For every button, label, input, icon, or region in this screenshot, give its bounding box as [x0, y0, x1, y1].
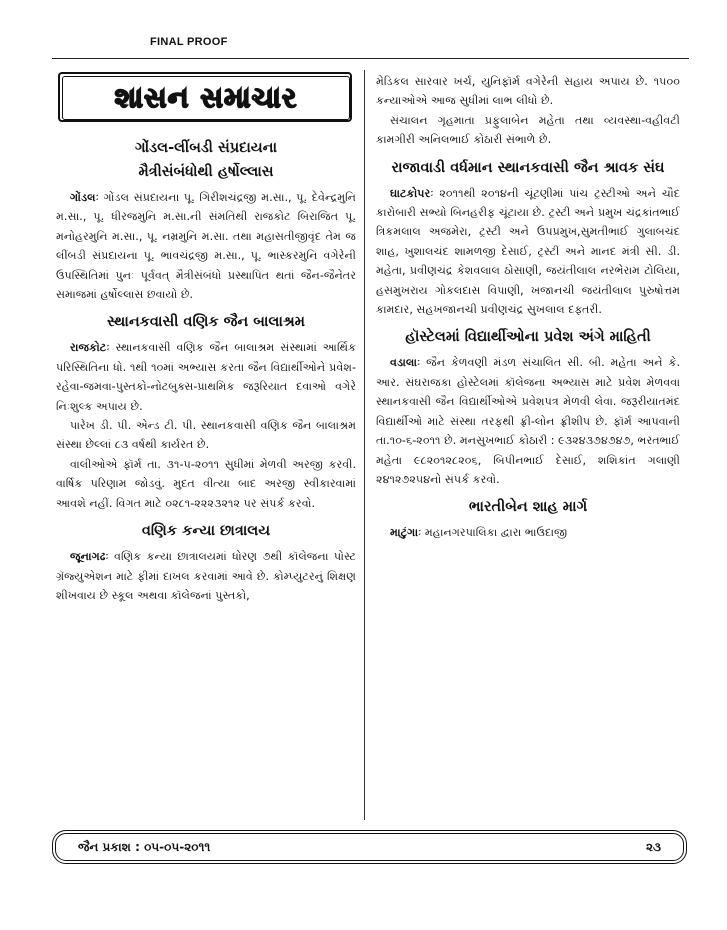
para-matunga — [376, 523, 680, 542]
heading-hostel: હૉસ્ટેલમાં વિદ્યાર્થીઓના પ્રવેશ અંગે માહિતી — [405, 329, 651, 346]
body-wadala: જૈન કેળવણી મંડળ સંચાલિત સી. બી. મહેતા અને કે. આર. સંઘરાજકા હોસ્ટેલમાં કૉલેજના અભ્યાસ માટે પ્રવેશ મેળવવા સ્થાનકવાસી જૈન વિદ્યાર્થીઓએ પ્રવેશપત્ર મેળવી લેવા. જરૂરીયાતમંદ વિદ્યાર્થીઓ માટે સંસ્થા તરફથી ફ્રી-લોન ફ્રીશીપ છે. ફૉર્મ આપવાની તા.૧૦-૬-૨૦૧૧ છે. મનસુખભાઈ કોઠારી : ૯૩૨૪૩૭૪૭૪૭, ભરતભાઈ મહેતા ૯૮૨૦૧૨૮૨૦૬, બિપીનભાઈ દેસાઈ, શશિકાંત ગલાણી ૨૪૧૨૭૨૫૪નો સંપર્ક કરવો. — [376, 356, 680, 486]
lead-matunga: માટુંગાઃ — [390, 526, 422, 540]
heading-balashram: સ્થાનકવાસી વણિક જૈન બાલાશ્રમ — [107, 314, 305, 331]
para-balashram-1 — [56, 338, 356, 416]
section-banner — [58, 72, 352, 122]
banner-title: શાસન સમાચાર — [62, 76, 350, 120]
lead-rajkot: રાજકોટઃ — [70, 341, 110, 355]
para-balashram-3: વાલીઓએ ફૉર્મ તા. ૩૧-૫-૨૦૧૧ સુધીમાં મેળવી અરજી કરવી. વાર્ષિક પરિણામ જોડવું. મુદત વીત્યા બાદ અરજી સ્વીકારવામાં આવશે નહીં. વિગત માટે ૦૨૮૧-૨૨૨૩૨૧૨ પર સંપર્ક કરવો. — [56, 457, 356, 510]
lead-wadala: વડાલાઃ — [390, 356, 421, 370]
left-column — [56, 72, 356, 605]
lead-junagadh: જૂનાગઢઃ — [70, 550, 109, 564]
body-rajkot: સ્થાનકવાસી વણિક જૈન બાલાશ્રમ સંસ્થામાં આર્થિક પરિસ્થિતિના ધો. ૧થી ૧૦માં અભ્યાસ કરતા જૈન વિદ્યાર્થીઓને પ્રવેશ-રહેવા-જમવા-પુસ્તકો-નોટબુક્સ-પ્રાથમિક જરૂરિયાત દવાઓ વગેરે નિઃશુલ્ક અપાય છે. — [56, 341, 356, 413]
body-matunga: મહાનગરપાલિકા દ્વારા ભાઉદાજી — [421, 526, 568, 540]
para-kanya-management: સંચાલન ગૃહમાતા પ્રફુલાબેન મહેતા તથા વ્યવસ્થા-વહીવટી કામગીરી અનિલભાઈ કોઠારી સંભાળે છે. — [376, 113, 680, 147]
footer-inner — [55, 833, 684, 861]
heading-gondal-line2: મૈત્રીસંબંધોથી હર્ષોલ્લાસ — [138, 164, 274, 180]
body-junagadh: વણિક કન્યા છાત્રાલયમાં ધોરણ ૭થી કૉલેજના પોસ્ટ ગ્રૅજ્યુએશન માટે ફીમાં દાખલ કરવામાં આવે છે. કોમ્પ્યુટરનું શિક્ષણ શીખવાય છે સ્કૂલ અથવા કૉલેજનાં પુસ્તકો, — [56, 550, 356, 602]
heading-kanya: વણિક કન્યા છાત્રાલય — [141, 523, 271, 540]
para-wadala — [376, 353, 680, 489]
para-gondal — [56, 188, 356, 304]
para-ghatkopar — [376, 184, 680, 320]
column-divider — [364, 70, 365, 820]
page-number: ૨૩ — [645, 839, 661, 854]
page-footer — [52, 830, 687, 864]
heading-bhartiben: ભારતીબેન શાહ માર્ગ — [468, 499, 588, 516]
body-ghatkopar: ૨૦૧૧થી ૨૦૧૪ની ચૂંટણીમાં પાંચ ટ્રસ્ટીઓ અને ચૌદ કારોબારી સભ્યો બિનહરીફ ચૂંટાયા છે. ટ્રસ્ટી અને પ્રમુખ ચંદ્રકાંતભાઈ ત્રિકમલાલ અજમેરા, ટ્રસ્ટી અને ઉપપ્રમુખ,સુમતીભાઈ ગુલાબચંદ શાહ, ખુશાલચંદ શામળજી દેસાઈ, ટ્રસ્ટી અને માનદ મંત્રી સી. ડી. મહેતા, પ્રવીણચંદ્ર કેશવલાલ ઠોસાણી, જયંતીલાલ નરભેરામ ટોલિયા, હસમુખરાય ગોકલદાસ વિપાણી, ખજાનચી જયંતીલાલ પુરુષોત્તમ કામદાર, સહખજાનચી પ્રવીણચંદ્ર સુખલાલ દફ્તરી. — [376, 186, 680, 317]
body-gondal: ગોંડલ સંપ્રદાયના પૂ. ગિરીશચંદ્રજી મ.સા., પૂ. દેવેન્દ્રમુનિ મ.સા., પૂ. ધીરજમુનિ મ.સા.ની સંમતિથી રાજકોટ બિરાજિત પૂ. મનોહરમુનિ મ.સા., પૂ. નમ્રમુનિ મ.સા. તથા મહાસતીજીવૃંદ તેમ જ લીંબડી સંપ્રદાયના પૂ. ભાવચંદ્રજી મ.સા., પૂ. ભાસ્કરમુનિ વગેરેની ઉપસ્થિતિમાં પુનઃ પૂર્વવત્ મૈત્રીસંબંધો પ્રસ્થાપિત થતાં જૈન-જૈનેતર સમાજમાં હર્ષોલ્લાસ છવાયો છે. — [56, 191, 356, 302]
publication-date: જૈન પ્રકાશ : ૦૫-૦૫-૨૦૧૧ — [78, 839, 211, 854]
final-proof-label: FINAL PROOF — [150, 36, 228, 48]
right-column — [376, 72, 680, 543]
para-kanya-cont: મેડિકલ સારવાર ખર્ચ, યુનિફૉર્મ વગેરેની સહાય અપાય છે. ૧૫૦૦ કન્યાઓએ આજ સુધીમાં લાભ લીધો છે. — [376, 75, 680, 108]
para-balashram-2: પારેખ ડી. પી. એન્ડ ટી. પી. સ્થાનકવાસી વણિક જૈન બાલાશ્રમ સંસ્થા છેલ્લાં ૮૩ વર્ષથી કાર્યરત છે. — [56, 419, 356, 452]
top-rule — [52, 58, 689, 59]
heading-gondal — [56, 136, 356, 184]
lead-ghatkopar: ઘાટકોપરઃ — [390, 186, 434, 200]
para-kanya — [56, 547, 356, 605]
heading-gondal-line1: ગોંડલ-લીંબડી સંપ્રદાયના — [134, 140, 278, 156]
lead-gondal: ગોંડલઃ — [70, 191, 99, 204]
heading-rajawadi: રાજાવાડી વર્ધમાન સ્થાનકવાસી જૈન શ્રાવક સંઘ — [391, 159, 665, 176]
